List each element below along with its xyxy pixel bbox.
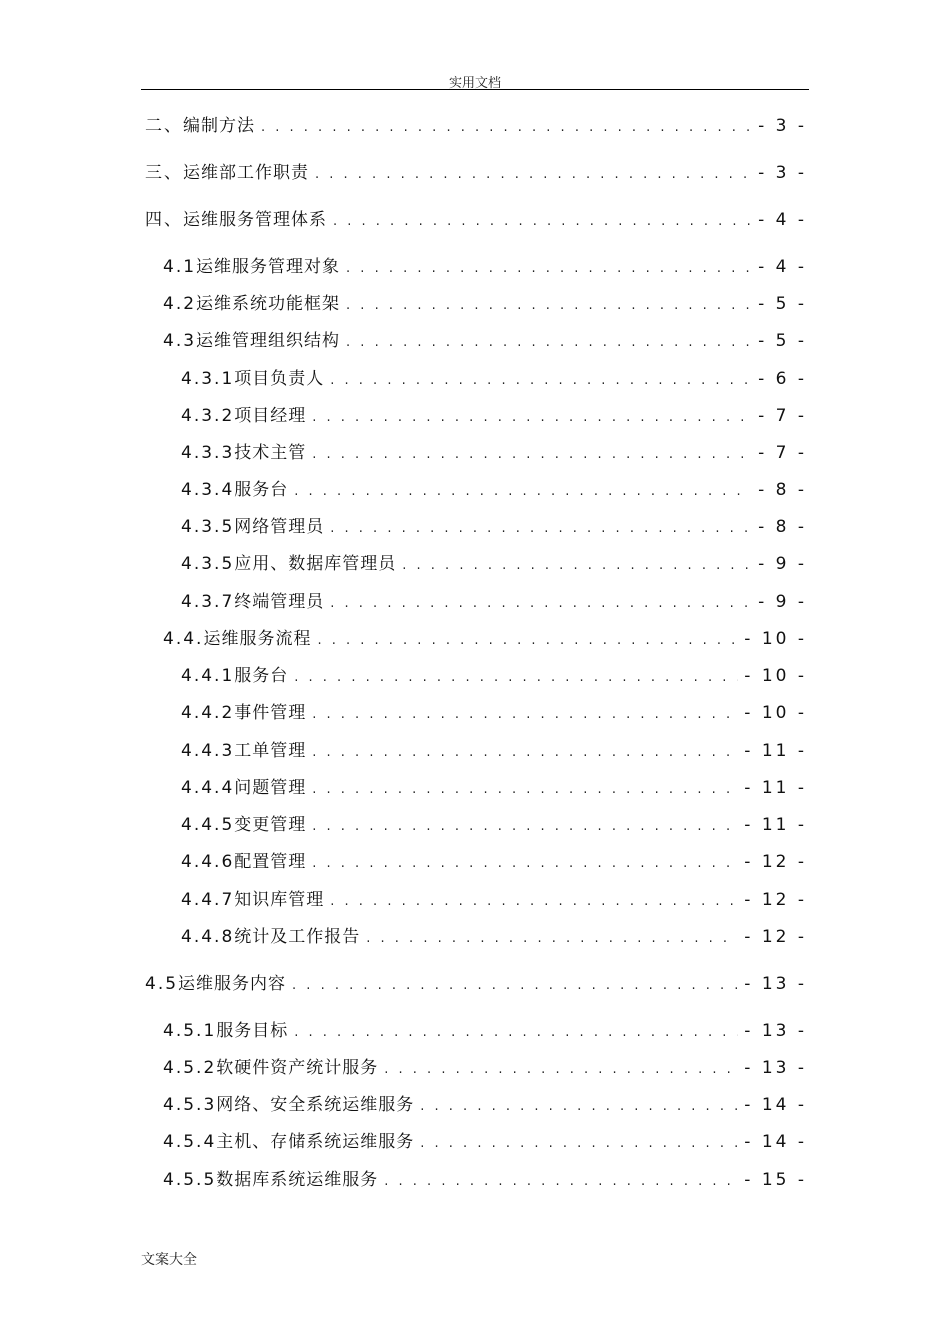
toc-entry-page: - 7 - [758, 443, 807, 463]
toc-leader-dots [330, 593, 752, 615]
toc-entry[interactable] [145, 973, 807, 997]
toc-leader-dots [312, 742, 738, 764]
toc-entry-title: 技术主管 [234, 443, 307, 463]
toc-leader-dots [384, 1059, 738, 1081]
toc-entry-number: 4.4.3 [181, 741, 235, 761]
toc-entry-page: - 10 - [744, 666, 807, 686]
toc-entry-number: 4.5.4 [163, 1132, 217, 1152]
toc-entry-title: 运维部工作职责 [183, 163, 309, 183]
toc-entry-number: 二、 [145, 116, 183, 136]
toc-entry-page: - 13 - [744, 974, 807, 994]
toc-leader-dots [366, 928, 738, 950]
toc-leader-dots [292, 975, 738, 997]
toc-entry-title: 问题管理 [234, 778, 307, 798]
toc-entry[interactable] [145, 162, 807, 186]
toc-entry[interactable] [181, 777, 807, 801]
toc-entry-page: - 8 - [758, 480, 807, 500]
toc-entry-page: - 10 - [744, 703, 807, 723]
toc-leader-dots [346, 258, 752, 280]
toc-entry[interactable] [163, 1131, 807, 1155]
toc-entry-page: - 14 - [744, 1095, 807, 1115]
toc-entry[interactable] [163, 330, 807, 354]
toc-entry-title: 软硬件资产统计服务 [216, 1058, 379, 1078]
toc-entry[interactable] [181, 889, 807, 913]
toc-entry[interactable] [181, 926, 807, 950]
toc-entry-page: - 11 - [744, 778, 807, 798]
toc-entry-page: - 12 - [744, 927, 807, 947]
toc-leader-dots [312, 407, 752, 429]
toc-entry[interactable] [181, 740, 807, 764]
toc-entry-page: - 7 - [758, 406, 807, 426]
toc-entry-title: 主机、存储系统运维服务 [216, 1132, 415, 1152]
toc-entry-number: 4.4.2 [181, 703, 235, 723]
toc-entry-page: - 3 - [758, 116, 807, 136]
toc-entry[interactable] [181, 553, 807, 577]
toc-entry[interactable] [163, 293, 807, 317]
toc-entry-page: - 6 - [758, 369, 807, 389]
toc-entry-title: 服务台 [234, 480, 289, 500]
toc-entry[interactable] [181, 442, 807, 466]
toc-entry[interactable] [181, 368, 807, 392]
toc-entry[interactable] [181, 479, 807, 503]
toc-leader-dots [312, 779, 738, 801]
toc-entry[interactable] [163, 1169, 807, 1193]
toc-entry-number: 4.3.1 [181, 369, 235, 389]
toc-entry[interactable] [181, 814, 807, 838]
toc-entry-page: - 12 - [744, 852, 807, 872]
toc-entry-page: - 13 - [744, 1058, 807, 1078]
toc-entry[interactable] [163, 1020, 807, 1044]
toc-leader-dots [317, 630, 738, 652]
toc-leader-dots [315, 164, 752, 186]
toc-entry-number: 4.5.5 [163, 1170, 217, 1190]
toc-entry-title: 知识库管理 [234, 890, 325, 910]
toc-entry[interactable] [181, 405, 807, 429]
toc-leader-dots [294, 1022, 738, 1044]
toc-leader-dots [312, 444, 752, 466]
toc-entry[interactable] [181, 591, 807, 615]
toc-entry-number: 4.4.5 [181, 815, 235, 835]
toc-entry-number: 4.5.1 [163, 1021, 217, 1041]
toc-leader-dots [330, 518, 752, 540]
toc-leader-dots [312, 816, 738, 838]
toc-entry-number: 4.3.5 [181, 517, 235, 537]
toc-entry-page: - 8 - [758, 517, 807, 537]
toc-leader-dots [294, 481, 752, 503]
toc-leader-dots [384, 1171, 738, 1193]
toc-entry-title: 编制方法 [183, 116, 255, 136]
toc-entry-number: 4.3.5 [181, 554, 235, 574]
toc-entry-title: 网络管理员 [234, 517, 325, 537]
toc-entry-title: 运维服务流程 [203, 629, 312, 649]
toc-entry-number: 4.4.8 [181, 927, 235, 947]
toc-entry-number: 4.5.2 [163, 1058, 217, 1078]
page-header: 实用文档 [448, 76, 501, 91]
toc-entry[interactable] [163, 1057, 807, 1081]
toc-entry[interactable] [181, 702, 807, 726]
toc-entry-number: 四、 [145, 210, 183, 230]
toc-leader-dots [420, 1096, 738, 1118]
toc-entry-title: 运维服务内容 [178, 974, 287, 994]
toc-entry-title: 服务台 [234, 666, 289, 686]
toc-entry-title: 项目经理 [234, 406, 307, 426]
toc-leader-dots [330, 370, 752, 392]
toc-entry-page: - 11 - [744, 815, 807, 835]
page-footer: 文案大全 [141, 1252, 197, 1268]
toc-entry-title: 运维管理组织结构 [196, 331, 341, 351]
toc-leader-dots [402, 555, 752, 577]
toc-entry-number: 4.2 [163, 294, 197, 314]
toc-entry-title: 终端管理员 [234, 592, 325, 612]
toc-entry[interactable] [163, 1094, 807, 1118]
toc-entry-number: 4.5 [145, 974, 179, 994]
toc-entry-title: 网络、安全系统运维服务 [216, 1095, 415, 1115]
toc-entry-title: 应用、数据库管理员 [234, 554, 397, 574]
toc-entry-number: 4.4.7 [181, 890, 235, 910]
toc-entry-number: 4.5.3 [163, 1095, 217, 1115]
toc-entry-number: 4.1 [163, 257, 197, 277]
toc-entry-page: - 5 - [758, 331, 807, 351]
toc-entry-number: 4.4.1 [181, 666, 235, 686]
toc-entry[interactable] [163, 628, 807, 652]
toc-entry-title: 运维服务管理对象 [196, 257, 341, 277]
toc-leader-dots [312, 853, 738, 875]
toc-entry-title: 变更管理 [234, 815, 307, 835]
toc-entry-title: 运维系统功能框架 [196, 294, 341, 314]
toc-entry-title: 运维服务管理体系 [183, 210, 327, 230]
toc-entry-number: 4.3.2 [181, 406, 235, 426]
toc-leader-dots [330, 891, 738, 913]
toc-leader-dots [346, 295, 752, 317]
toc-entry-page: - 13 - [744, 1021, 807, 1041]
toc-entry-number: 4.4.6 [181, 852, 235, 872]
toc-entry-number: 4.3.3 [181, 443, 235, 463]
toc-entry-title: 数据库系统运维服务 [216, 1170, 379, 1190]
toc-entry-page: - 12 - [744, 890, 807, 910]
toc-entry-number: 4.3.4 [181, 480, 235, 500]
toc-leader-dots [420, 1133, 738, 1155]
toc-entry-page: - 4 - [758, 210, 807, 230]
toc-entry-page: - 4 - [758, 257, 807, 277]
toc-entry[interactable] [163, 256, 807, 280]
toc-entry-page: - 14 - [744, 1132, 807, 1152]
toc-entry-number: 4.3.7 [181, 592, 235, 612]
toc-entry-number: 4.3 [163, 331, 197, 351]
toc-entry-title: 配置管理 [234, 852, 307, 872]
toc-entry[interactable] [181, 665, 807, 689]
toc-entry-page: - 3 - [758, 163, 807, 183]
toc-entry-number: 4.4. [163, 629, 204, 649]
toc-entry-title: 工单管理 [234, 741, 307, 761]
toc-entry-page: - 9 - [758, 592, 807, 612]
toc-entry[interactable] [145, 115, 807, 139]
toc-leader-dots [333, 211, 752, 233]
toc-leader-dots [261, 117, 752, 139]
toc-entry-page: - 15 - [744, 1170, 807, 1190]
toc-entry-title: 项目负责人 [234, 369, 325, 389]
toc-entry-page: - 10 - [744, 629, 807, 649]
toc-entry[interactable] [181, 851, 807, 875]
toc-leader-dots [312, 704, 738, 726]
toc-entry-page: - 11 - [744, 741, 807, 761]
toc-leader-dots [346, 332, 752, 354]
toc-entry[interactable] [145, 209, 807, 233]
toc-entry-title: 统计及工作报告 [234, 927, 361, 947]
toc-entry-page: - 9 - [758, 554, 807, 574]
toc-entry-number: 4.4.4 [181, 778, 235, 798]
toc-entry-page: - 5 - [758, 294, 807, 314]
toc-entry-title: 事件管理 [234, 703, 307, 723]
toc-entry-number: 三、 [145, 163, 183, 183]
toc-entry[interactable] [181, 516, 807, 540]
toc-leader-dots [294, 667, 738, 689]
toc-entry-title: 服务目标 [216, 1021, 289, 1041]
